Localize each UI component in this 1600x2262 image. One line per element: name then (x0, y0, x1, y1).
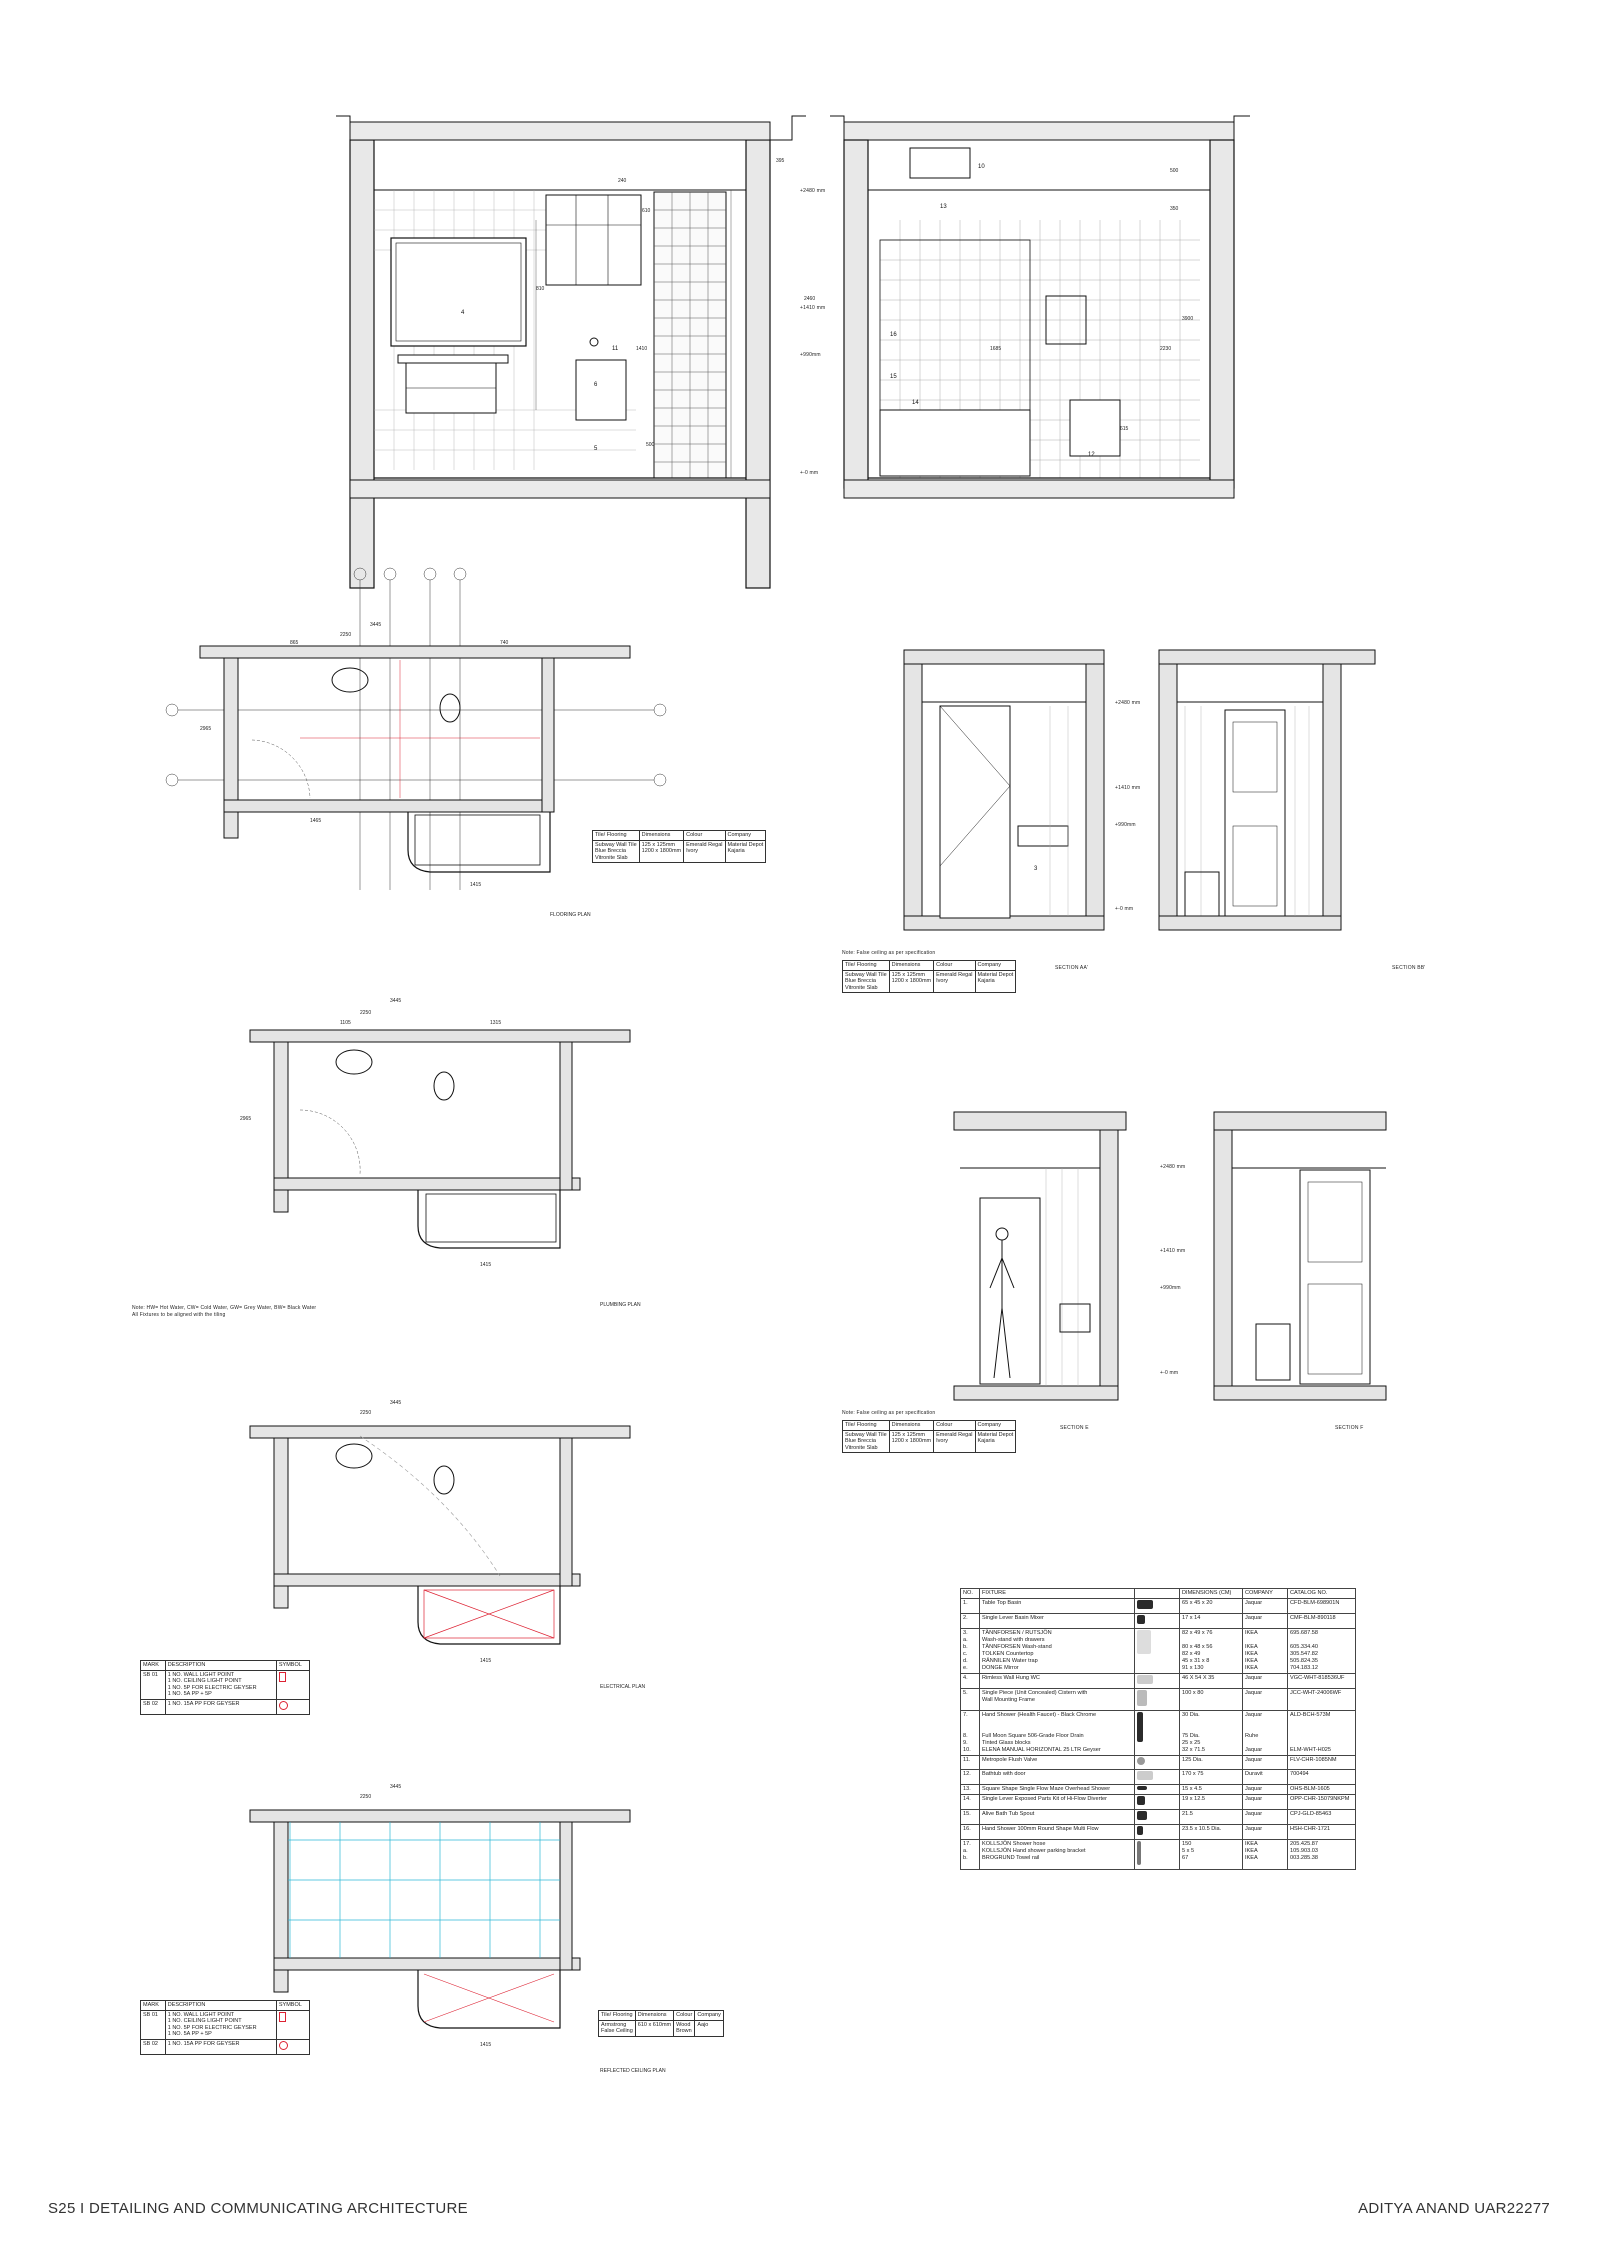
ceiling-cell-material: Armstrong False Ceiling (599, 2020, 636, 2036)
fix-header-no: NO. (961, 1589, 980, 1599)
electrical-dim-1415: 1415 (480, 1658, 492, 1664)
rcp-plan-title: REFLECTED CEILING PLAN (600, 2068, 666, 2074)
fixture-row (961, 1755, 1356, 1769)
tile-cell-dimensions: 125 x 125mm 1200 x 1800mm (639, 840, 683, 863)
section-aa-tag: 3 (1034, 866, 1038, 872)
fix-dim: 23.5 x 10.5 Dia. (1180, 1824, 1243, 1839)
fixture-row (961, 1784, 1356, 1794)
fix-company: Jaquar (1243, 1613, 1288, 1628)
fix-dim: 19 x 12.5 (1180, 1794, 1243, 1809)
fixture-row (961, 1598, 1356, 1613)
sec-tile-cell-material: Subway Wall Tile Blue Breccia Vitronite Slab (843, 970, 890, 993)
fix-dim: 65 x 45 x 20 (1180, 1598, 1243, 1613)
toilet-icon (1137, 1675, 1153, 1684)
fix-thumb (1135, 1755, 1180, 1769)
flooring-dim-1415: 1415 (470, 882, 482, 888)
rcp-elec-row2-mark: SB 02 (141, 2039, 166, 2054)
section-tile-table-2 (842, 1420, 1016, 1453)
tile-header-flooring: Tile/ Flooring (593, 831, 640, 841)
fixture-schedule (960, 1588, 1356, 1870)
plumbing-dim-1105: 1105 (340, 1020, 351, 1026)
section-aa (900, 646, 1110, 936)
elev1-tag-11: 11 (612, 346, 619, 352)
fix-catalog: CFD-BLM-698901N (1288, 1598, 1356, 1613)
sec2-tile-cell-colour: Emerald Regal Ivory (934, 1430, 975, 1453)
fix-thumb (1135, 1598, 1180, 1613)
sec2-tile-header-company: Company (975, 1421, 1016, 1431)
plumbing-dim-1415: 1415 (480, 1262, 492, 1268)
electrical-plan (230, 1396, 650, 1696)
sec-tile-cell-colour: Emerald Regal Ivory (934, 970, 975, 993)
fix-company: Jaquar (1243, 1688, 1288, 1710)
sec2-tile-cell-material: Subway Wall Tile Blue Breccia Vitronite Slab (843, 1430, 890, 1453)
fixture-row (961, 1710, 1356, 1755)
elev1-level-mid: +1410 mm (800, 305, 826, 311)
tile-cell-material: Subway Wall Tile Blue Breccia Vitronite Slab (593, 840, 640, 863)
basin-icon (1137, 1600, 1153, 1609)
fix-catalog: CPJ-GLD-85463 (1288, 1809, 1356, 1824)
rcp-elec-header-symbol: SYMBOL (276, 2001, 309, 2011)
rcp-elec-row1-description: 1 NO. WALL LIGHT POINT 1 NO. CEILING LIGHT POINT 1 NO. 5P FOR ELECTRIC GEYSER 1 NO. 5A PP + 5P (165, 2010, 276, 2039)
elev1-dim-1410: 1410 (636, 346, 648, 352)
elev1-dim-500: 500 (646, 442, 655, 448)
plumbing-note: Note: HW= Hot Water, CW= Cold Water, GW= Grey Water, BW= Black Water All Fixtures to be aligned with the tiling (132, 1305, 317, 1318)
elec-row2-description: 1 NO. 15A PP FOR GEYSER (165, 1699, 276, 1714)
fix-company: Jaquar (1243, 1794, 1288, 1809)
fix-catalog: JCC-WHT-24006WF (1288, 1688, 1356, 1710)
plumbing-plan-title: PLUMBING PLAN (600, 1302, 641, 1308)
fix-dim: 82 x 49 x 76 80 x 48 x 56 82 x 49 45 x 31 x 8 91 x 130 (1180, 1628, 1243, 1673)
elev2-tag-10: 10 (978, 164, 985, 170)
section-aa-level-top: +2480 mm (1115, 700, 1141, 706)
elec-row1-mark: SB 01 (141, 1670, 166, 1699)
elev1-tag-6: 6 (594, 382, 598, 388)
fix-company: Duravit (1243, 1769, 1288, 1784)
rcp-elec-row1-symbol (276, 2010, 309, 2039)
plumbing-dim-3445: 3445 (390, 998, 402, 1004)
sec-tile-header-company: Company (975, 961, 1016, 971)
footer-author: ADITYA ANAND UAR22277 (1358, 2200, 1550, 2217)
fix-no: 2. (961, 1613, 980, 1628)
elec-row1-symbol (276, 1670, 309, 1699)
elev2-tag-15: 15 (890, 374, 897, 380)
flooring-dim-2965: 2965 (200, 726, 212, 732)
ceiling-header-company: Company (695, 2011, 724, 2021)
rcp-elec-row2-description: 1 NO. 15A PP FOR GEYSER (165, 2039, 276, 2054)
plumbing-plan (230, 990, 650, 1310)
elec-header-description: DESCRIPTION (165, 1661, 276, 1671)
fix-dim: 15 x 4.5 (1180, 1784, 1243, 1794)
elec-row1-description: 1 NO. WALL LIGHT POINT 1 NO. CEILING LIGHT POINT 1 NO. 5P FOR ELECTRIC GEYSER 1 NO. 5A PP + 5P (165, 1670, 276, 1699)
hand-shower-icon (1137, 1826, 1143, 1835)
section-e-title: SECTION E (1060, 1425, 1089, 1431)
elev1-level-top: +2480 mm (800, 188, 826, 194)
cistern-icon (1137, 1690, 1147, 1706)
switch-box-icon (279, 2012, 286, 2022)
section-f (1210, 1108, 1390, 1408)
plumbing-dim-1315: 1315 (490, 1020, 502, 1026)
fix-thumb (1135, 1839, 1180, 1869)
fix-thumb (1135, 1824, 1180, 1839)
tile-header-dimensions: Dimensions (639, 831, 683, 841)
fix-dim: 100 x 80 (1180, 1688, 1243, 1710)
fix-no: 13. (961, 1784, 980, 1794)
fix-thumb (1135, 1710, 1180, 1755)
sec-tile-cell-dimensions: 125 x 125mm 1200 x 1800mm (889, 970, 933, 993)
section-bb-title: SECTION BB' (1392, 965, 1426, 971)
section-aa-level-low: +990mm (1115, 822, 1136, 828)
section-e-level-top: +2480 mm (1160, 1164, 1186, 1170)
fix-no: 17. a. b. (961, 1839, 980, 1869)
shower-head-icon (1137, 1786, 1147, 1790)
flooring-dim-1465: 1465 (310, 818, 322, 824)
elev2-dim-615: 615 (1120, 426, 1129, 432)
fix-name: Hand Shower 100mm Round Shape Multi Flow (980, 1824, 1135, 1839)
elev2-tag-12: 12 (1088, 452, 1095, 458)
section-e-level-zero: +-0 mm (1160, 1370, 1179, 1376)
fix-name: Square Shape Single Flow Maze Overhead Shower (980, 1784, 1135, 1794)
section-aa-level-mid: +1410 mm (1115, 785, 1141, 791)
fix-no: 14. (961, 1794, 980, 1809)
fixture-row (961, 1613, 1356, 1628)
socket-icon (279, 1701, 288, 1710)
fix-catalog: OPP-CHR-15079NKPM (1288, 1794, 1356, 1809)
fix-company: Jaquar (1243, 1809, 1288, 1824)
fix-catalog: 700494 (1288, 1769, 1356, 1784)
rcp-elec-header-description: DESCRIPTION (165, 2001, 276, 2011)
fix-dim: 21.5 (1180, 1809, 1243, 1824)
flooring-dim-740: 740 (500, 640, 509, 646)
ceiling-table (598, 2010, 724, 2037)
electrical-plan-title: ELECTRICAL PLAN (600, 1684, 646, 1690)
section-e-level-low: +990mm (1160, 1285, 1181, 1291)
fix-no: 15. (961, 1809, 980, 1824)
fix-header-fixture: FIXTURE (980, 1589, 1135, 1599)
ceiling-cell-dimensions: 610 x 610mm (635, 2020, 673, 2036)
elev1-dim-240: 240 (618, 178, 627, 184)
section-tile-table-1 (842, 960, 1016, 993)
fix-no: 7. 8. 9. 10. (961, 1710, 980, 1755)
sec2-tile-header-colour: Colour (934, 1421, 975, 1431)
sec2-tile-cell-company: Material Depot Kajaria (975, 1430, 1016, 1453)
fix-no: 12. (961, 1769, 980, 1784)
fix-no: 4. (961, 1673, 980, 1688)
fix-company: IKEA IKEA IKEA IKEA IKEA (1243, 1628, 1288, 1673)
footer-course-title: S25 I DETAILING AND COMMUNICATING ARCHITECTURE (48, 2200, 468, 2217)
fix-catalog: OHS-BLM-1605 (1288, 1784, 1356, 1794)
false-ceiling-note-1: Note: False ceiling as per specification (842, 950, 936, 956)
flush-valve-icon (1137, 1757, 1145, 1765)
fix-dim: 17 x 14 (1180, 1613, 1243, 1628)
flooring-dim-2250: 2250 (340, 632, 352, 638)
fix-thumb (1135, 1794, 1180, 1809)
elec-header-symbol: SYMBOL (276, 1661, 309, 1671)
fix-header-dimensions: DIMENSIONS (CM) (1180, 1589, 1243, 1599)
fix-name: Rimless Wall Hung WC (980, 1673, 1135, 1688)
interior-elevation-2 (830, 110, 1250, 530)
ceiling-cell-company: Aajo (695, 2020, 724, 2036)
fixture-row (961, 1628, 1356, 1673)
flooring-dim-865: 865 (290, 640, 299, 646)
fix-company: Jaquar (1243, 1824, 1288, 1839)
vanity-icon (1137, 1630, 1151, 1654)
fix-name: Single Piece (Unit Concealed) Cistern with Wall Mounting Frame (980, 1688, 1135, 1710)
fixture-row (961, 1809, 1356, 1824)
switch-box-icon (279, 1672, 286, 1682)
fix-thumb (1135, 1809, 1180, 1824)
elev2-dim-1685: 1685 (990, 346, 1002, 352)
fix-name: Table Top Basin (980, 1598, 1135, 1613)
flooring-plan (160, 560, 680, 920)
section-aa-level-zero: +-0 mm (1115, 906, 1134, 912)
fix-dim: 46 X 54 X 35 (1180, 1673, 1243, 1688)
fix-catalog: ALD-BCH-573M ELM-WHT-H025 (1288, 1710, 1356, 1755)
rcp-elec-row2-symbol (276, 2039, 309, 2054)
fix-header-company: COMPANY (1243, 1589, 1288, 1599)
fix-dim: 125 Dia. (1180, 1755, 1243, 1769)
elev1-dim-610: 610 (642, 208, 651, 214)
fix-company: IKEA IKEA IKEA (1243, 1839, 1288, 1869)
bathtub-icon (1137, 1771, 1153, 1780)
fix-catalog: VGC-WHT-818536UF (1288, 1673, 1356, 1688)
mixer-icon (1137, 1615, 1145, 1624)
elev1-dim-2460: 2460 (804, 296, 816, 302)
fix-no: 3. a. b. c. d. e. (961, 1628, 980, 1673)
section-aa-title: SECTION AA' (1055, 965, 1089, 971)
fix-name: Bathtub with door (980, 1769, 1135, 1784)
shower-hose-icon (1137, 1841, 1141, 1865)
elec-row2-mark: SB 02 (141, 1699, 166, 1714)
elev1-tag-5: 5 (594, 446, 598, 452)
fix-name: Alive Bath Tub Spout (980, 1809, 1135, 1824)
elev1-level-low: +990mm (800, 352, 821, 358)
electrical-legend-1 (140, 1660, 310, 1715)
sec2-tile-cell-dimensions: 125 x 125mm 1200 x 1800mm (889, 1430, 933, 1453)
fix-company: Jaquar (1243, 1598, 1288, 1613)
flooring-dim-3445: 3445 (370, 622, 382, 628)
section-bb (1155, 646, 1385, 936)
fix-company: Jaquar Ruhe Jaquar (1243, 1710, 1288, 1755)
fix-dim: 170 x 75 (1180, 1769, 1243, 1784)
fixture-row (961, 1688, 1356, 1710)
fix-no: 16. (961, 1824, 980, 1839)
section-e-level-mid: +1410 mm (1160, 1248, 1186, 1254)
fix-name: Single Lever Exposed Parts Kit of Hi-Flow Diverter (980, 1794, 1135, 1809)
fixture-row (961, 1769, 1356, 1784)
elec-row2-symbol (276, 1699, 309, 1714)
rcp-elec-row1-mark: SB 01 (141, 2010, 166, 2039)
elev2-tag-14: 14 (912, 400, 919, 406)
tile-cell-company: Material Depot Kajaria (725, 840, 766, 863)
section-f-title: SECTION F (1335, 1425, 1364, 1431)
sec2-tile-header-dimensions: Dimensions (889, 1421, 933, 1431)
sec-tile-cell-company: Material Depot Kajaria (975, 970, 1016, 993)
ceiling-header-colour: Colour (674, 2011, 695, 2021)
spout-icon (1137, 1811, 1147, 1820)
elev1-level-zero: +-0 mm (800, 470, 819, 476)
fix-header-image (1135, 1589, 1180, 1599)
elev2-dim-3900: 3900 (1182, 316, 1194, 322)
fix-name: Single Lever Basin Mixer (980, 1613, 1135, 1628)
fix-catalog: FLV-CHR-1085NM (1288, 1755, 1356, 1769)
fix-catalog: CMF-BLM-890118 (1288, 1613, 1356, 1628)
fix-name: KOLLSJÖN Shower hose KOLLSJÖN Hand shower parking bracket BROGRUND Towel rail (980, 1839, 1135, 1869)
flooring-tile-table (592, 830, 766, 863)
tile-header-company: Company (725, 831, 766, 841)
fix-thumb (1135, 1628, 1180, 1673)
fix-company: Jaquar (1243, 1673, 1288, 1688)
fixture-row (961, 1839, 1356, 1869)
sec-tile-header-flooring: Tile/ Flooring (843, 961, 890, 971)
elev2-tag-13: 13 (940, 204, 947, 210)
socket-icon (279, 2041, 288, 2050)
fix-thumb (1135, 1688, 1180, 1710)
fix-thumb (1135, 1784, 1180, 1794)
flooring-plan-title: FLOORING PLAN (550, 912, 591, 918)
rcp-dim-3445: 3445 (390, 1784, 402, 1790)
ceiling-header-dimensions: Dimensions (635, 2011, 673, 2021)
health-faucet-icon (1137, 1712, 1143, 1742)
fix-dim: 30 Dia. 75 Dia. 25 x 25 32 x 71.5 (1180, 1710, 1243, 1755)
fix-thumb (1135, 1769, 1180, 1784)
fix-no: 11. (961, 1755, 980, 1769)
diverter-icon (1137, 1796, 1145, 1805)
rcp-dim-2250: 2250 (360, 1794, 372, 1800)
false-ceiling-note-2: Note: False ceiling as per specification (842, 1410, 936, 1416)
plumbing-dim-2250: 2250 (360, 1010, 372, 1016)
fix-catalog: 695.687.58 605.334.40 305.547.82 505.824.35 704.183.12 (1288, 1628, 1356, 1673)
fix-company: Jaquar (1243, 1784, 1288, 1794)
ceiling-header-flooring: Tile/ Flooring (599, 2011, 636, 2021)
electrical-dim-2250: 2250 (360, 1410, 372, 1416)
elev1-tag-4: 4 (461, 310, 465, 316)
elev1-dim-810: 810 (536, 286, 545, 292)
fix-thumb (1135, 1613, 1180, 1628)
sec-tile-header-dimensions: Dimensions (889, 961, 933, 971)
ceiling-cell-colour: Wood Brown (674, 2020, 695, 2036)
fix-name: TÄNNFORSEN / RUTSJÖN Wash-stand with drawers TÄNNFORSEN Wash-stand TOLKEN Countertop RÄNNILEN Water trap DONGE Mirror (980, 1628, 1135, 1673)
elev2-tag-16: 16 (890, 332, 897, 338)
elev2-dim-500: 500 (1170, 168, 1179, 174)
sec-tile-header-colour: Colour (934, 961, 975, 971)
tile-header-colour: Colour (684, 831, 725, 841)
fix-name: Metropole Flush Valve (980, 1755, 1135, 1769)
rcp-dim-1415: 1415 (480, 2042, 492, 2048)
fixture-row (961, 1673, 1356, 1688)
rcp-elec-header-mark: MARK (141, 2001, 166, 2011)
fix-name: Hand Shower (Health Faucet) - Black Chrome Full Moon Square 506-Grade Floor Drain Tinted Glass blocks ELENA MANUAL HORIZONTAL 25 LTR Geyser (980, 1710, 1135, 1755)
fixture-row (961, 1794, 1356, 1809)
electrical-legend-2 (140, 2000, 310, 2055)
elev2-dim-350: 350 (1170, 206, 1179, 212)
elev2-dim-2230: 2230 (1160, 346, 1172, 352)
sec2-tile-header-flooring: Tile/ Flooring (843, 1421, 890, 1431)
electrical-dim-3445: 3445 (390, 1400, 402, 1406)
fix-no: 5. (961, 1688, 980, 1710)
elev1-dim-395: 395 (776, 158, 785, 164)
fix-no: 1. (961, 1598, 980, 1613)
plumbing-dim-2965: 2965 (240, 1116, 252, 1122)
fix-thumb (1135, 1673, 1180, 1688)
section-e (950, 1108, 1130, 1408)
fix-dim: 150 5 x 5 67 (1180, 1839, 1243, 1869)
fix-header-catalog: CATALOG NO. (1288, 1589, 1356, 1599)
fixture-row (961, 1824, 1356, 1839)
tile-cell-colour: Emerald Regal Ivory (684, 840, 725, 863)
fix-catalog: 205.425.87 105.903.03 003.285.38 (1288, 1839, 1356, 1869)
elec-header-mark: MARK (141, 1661, 166, 1671)
fix-company: Jaquar (1243, 1755, 1288, 1769)
fix-catalog: HSH-CHR-1721 (1288, 1824, 1356, 1839)
